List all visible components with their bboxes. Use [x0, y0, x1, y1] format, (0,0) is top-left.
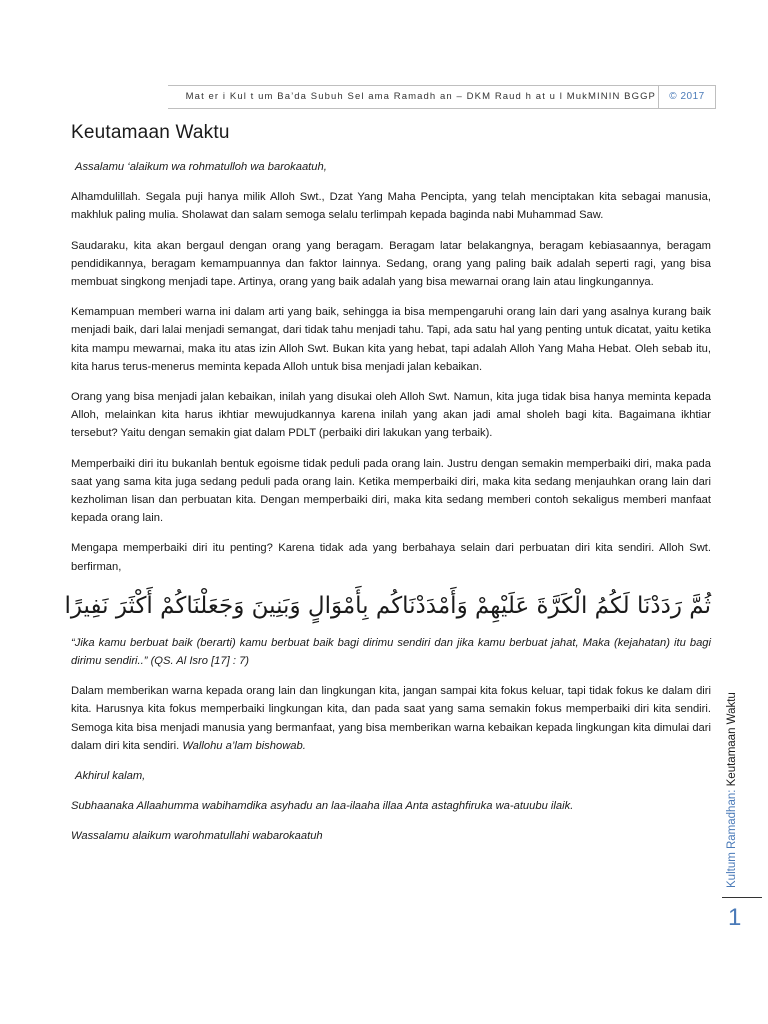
doa-text: Subhaanaka Allaahumma wabihamdika asyhadu an laa-ilaaha illaa Anta astaghfiruka wa-atuubu ilaik.: [71, 800, 574, 813]
paragraph-2: Saudaraku, kita akan bergaul dengan orang yang beragam. Beragam latar belakangnya, beragam kebiasaannya, beragam pendidikannya, beragam kemampuannya dan faktor lainnya. Sedang, orang yang paling baik adalah seperti ragi, yang bisa membuat singkong menjadi tape. Artinya, orang yang baik adalah yang bisa mewarnai orang lain atau lingkungannya.: [71, 239, 711, 289]
closing-text: Dalam memberikan warna kepada orang lain dan lingkungan kita, jangan sampai kita fokus keluar, tapi tidak fokus ke dalam diri kita. Harusnya kita fokus memperbaiki lingkungan kita, dan pada saat yang sama semakin fokus memperbaiki diri kita sendiri. Semoga kita bisa menjadi manusia yang bermanfaat, yang bisa memberikan warna kebaikan kepada lingkungan kita dimulai dari dalam diri kita sendiri.: [71, 685, 711, 752]
header-text: Mat er i Kul t um Ba’da Subuh Sel ama Ramadh an – DKM Raud h at u l MukMININ BGGP: [185, 91, 656, 102]
akhirul-kalam: Akhirul kalam,: [75, 770, 146, 783]
side-label-topic: Keutamaan Waktu: [726, 692, 738, 787]
paragraph-5: Memperbaiki diri itu bukanlah bentuk egoisme tidak peduli pada orang lain. Justru dengan semakin memperbaiki diri, maka pada saat yang sama kita juga sedang peduli pada orang lain. Ketika memperbaiki diri, maka kita sedang menjauhkan orang lain dari kezholiman lisan dan perbuatan kita. Dengan memperbaiki diri, maka kita sedang memberi contoh sekaligus memberi manfaat kepada orang lain.: [71, 457, 711, 525]
closing-paragraph: [71, 682, 711, 755]
article-body: [64, 158, 711, 858]
arabic-verse: ثُمَّ رَدَدْنَا لَكُمُ الْكَرَّةَ عَلَيْهِمْ وَأَمْدَدْنَاكُم بِأَمْوَالٍ وَبَنِينَ وَجَعَلْنَاكُمْ أَكْثَرَ نَفِيرًا: [64, 592, 711, 619]
closing-italic: Wallohu a’lam bishowab.: [182, 739, 306, 752]
page-title: Keutamaan Waktu: [71, 122, 230, 143]
verse-translation: “Jika kamu berbuat baik (berarti) kamu berbuat baik bagi dirimu sendiri dan jika kamu berbuat jahat, Maka (kejahatan) itu bagi dirimu sendiri..” (QS. Al Isro [17] : 7): [71, 636, 711, 668]
side-label-series: Kultum Ramadhan:: [726, 786, 738, 888]
paragraph-3: Kemampuan memberi warna ini dalam arti yang baik, sehingga ia bisa mempengaruhi orang lain dari yang asalnya kurang baik menjadi baik, dari lalai menjadi semangat, dari tidak tahu menjadi tahu. Tapi, ada satu hal yang penting untuk dicatat, yaitu ketika kita mampu mewarnai, maka itu atas izin Alloh Swt. Bukan kita yang hebat, tapi adalah Alloh Yang Maha Hebat. Oleh sebab itu, kita harus terus-menerus meminta kepada Alloh untuk bisa menjadi jalan kebaikan.: [71, 306, 711, 373]
paragraph-4: Orang yang bisa menjadi jalan kebaikan, inilah yang disukai oleh Alloh Swt. Namun, kita juga tidak bisa hanya meminta kepada Alloh, melainkan kita harus ikhtiar mewujudkannya karena inilah yang akan jadi amal sholeh bagi kita. Bagaimana ikhtiar tersebut? Yaitu dengan semakin giat dalam PDLT (perbaiki diri lakukan yang terbaik).: [71, 391, 711, 440]
side-running-title: [726, 692, 738, 888]
salam-opening: Assalamu ‘alaikum wa rohmatulloh wa barokaatuh,: [75, 161, 327, 173]
paragraph-1: Alhamdulillah. Segala puji hanya milik Alloh Swt., Dzat Yang Maha Pencipta, yang telah menciptakan kita sebagai manusia, makhluk paling mulia. Sholawat dan salam semoga selalu terlimpah kepada baginda nabi Muhammad Saw.: [71, 191, 711, 222]
page-number: 1: [728, 904, 742, 931]
paragraph-6: Mengapa memperbaiki diri itu penting? Karena tidak ada yang berbahaya selain dari perbuatan diri kita sendiri. Alloh Swt. berfirman,: [71, 542, 711, 573]
salam-closing: Wassalamu alaikum warohmatullahi wabarokaatuh: [71, 830, 323, 843]
side-divider: [722, 897, 762, 898]
header-year: © 2017: [658, 86, 716, 108]
running-header: [168, 85, 716, 109]
